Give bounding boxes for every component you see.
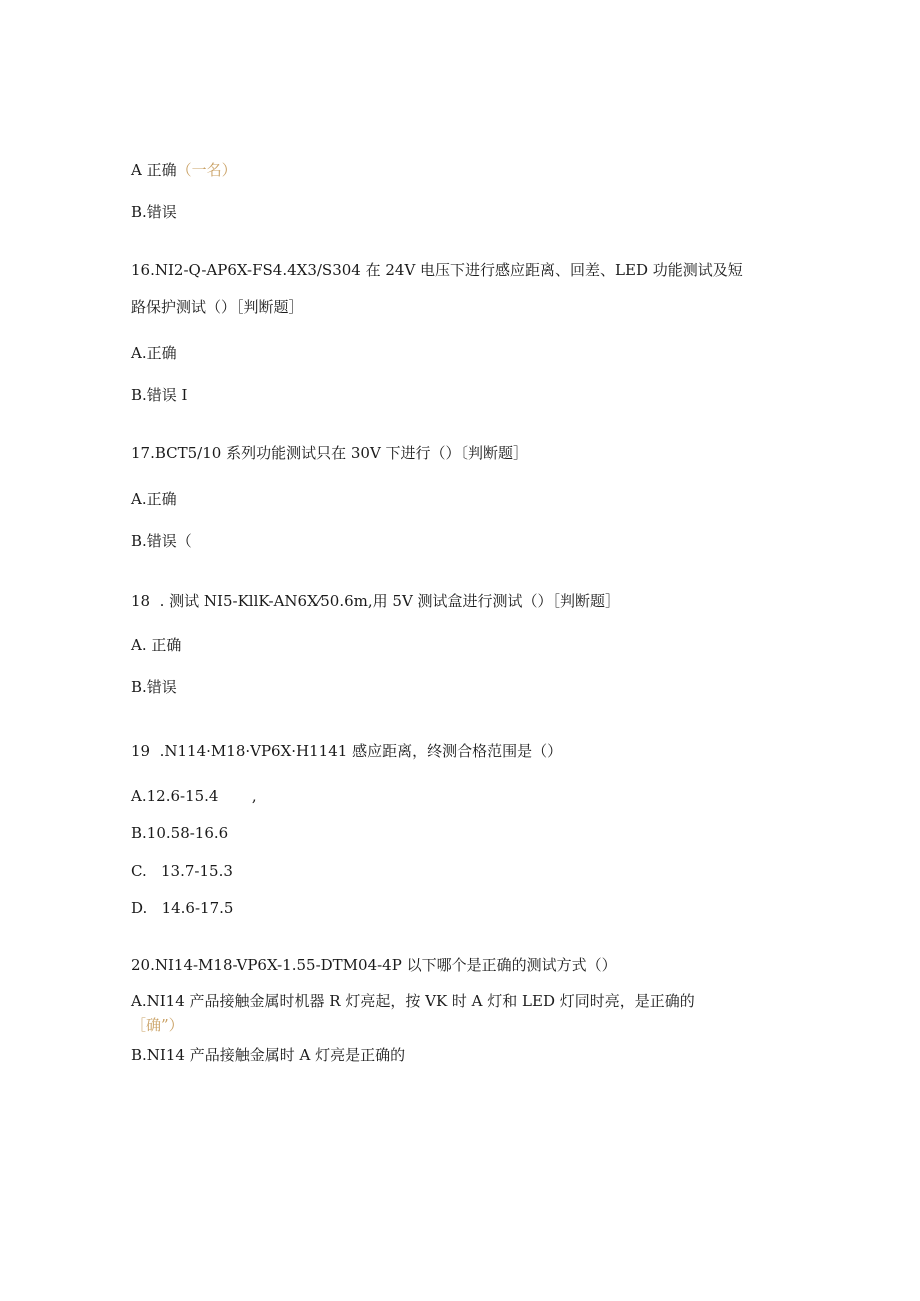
q19-option-a[interactable]: A.12.6-15.4 , [131, 787, 257, 805]
q16-option-a[interactable]: A.正确 [131, 344, 177, 362]
q17-option-a[interactable]: A.正确 [131, 490, 177, 508]
q20-option-a[interactable]: A.NI14 产品接触金属时机器 R 灯亮起，按 VK 时 A 灯和 LED 灯同时亮，是正确的 [131, 992, 695, 1010]
q16-option-b[interactable]: B.错误 I [131, 386, 188, 404]
q16-stem-line2: 路保护测试（）［判断题］ [131, 298, 304, 316]
q19-option-d[interactable]: D. 14.6-17.5 [131, 899, 234, 917]
q16-stem-line1: 16.NI2-Q-AP6X-FS4.4X3/S304 在 24V 电压下进行感应距离、回差、LED 功能测试及短 [131, 261, 743, 279]
q19-option-b[interactable]: B.10.58-16.6 [131, 824, 229, 842]
q18-option-a[interactable]: A. 正确 [131, 636, 182, 654]
q18-option-b[interactable]: B.错误 [131, 678, 177, 696]
q18-stem: 18 . 测试 NI5-KllK-AN6X⁄50.6m,用 5V 测试盒进行测试（）［判断题］ [131, 592, 621, 610]
q15-option-a-text: A 正确 [131, 161, 177, 179]
q20-option-b[interactable]: B.NI14 产品接触金属时 A 灯亮是正确的 [131, 1046, 406, 1064]
q15-answer-mark: （一名） [176, 161, 237, 179]
q20-stem: 20.NI14-M18-VP6X-1.55-DTM04-4P 以下哪个是正确的测试方式（） [131, 956, 617, 974]
q19-stem: 19 .N114·M18·VP6X·H1141 感应距离，终测合格范围是（） [131, 742, 563, 760]
q19-option-c[interactable]: C. 13.7-15.3 [131, 862, 233, 880]
q15-option-a[interactable] [131, 160, 237, 180]
q17-stem: 17.BCT5/10 系列功能测试只在 30V 下进行（）〔判断题］ [131, 444, 529, 462]
q20-answer-mark: ［确”） [131, 1016, 184, 1034]
q17-option-b[interactable]: B.错误（ [131, 532, 192, 550]
q15-option-b[interactable]: B.错误 [131, 203, 177, 221]
